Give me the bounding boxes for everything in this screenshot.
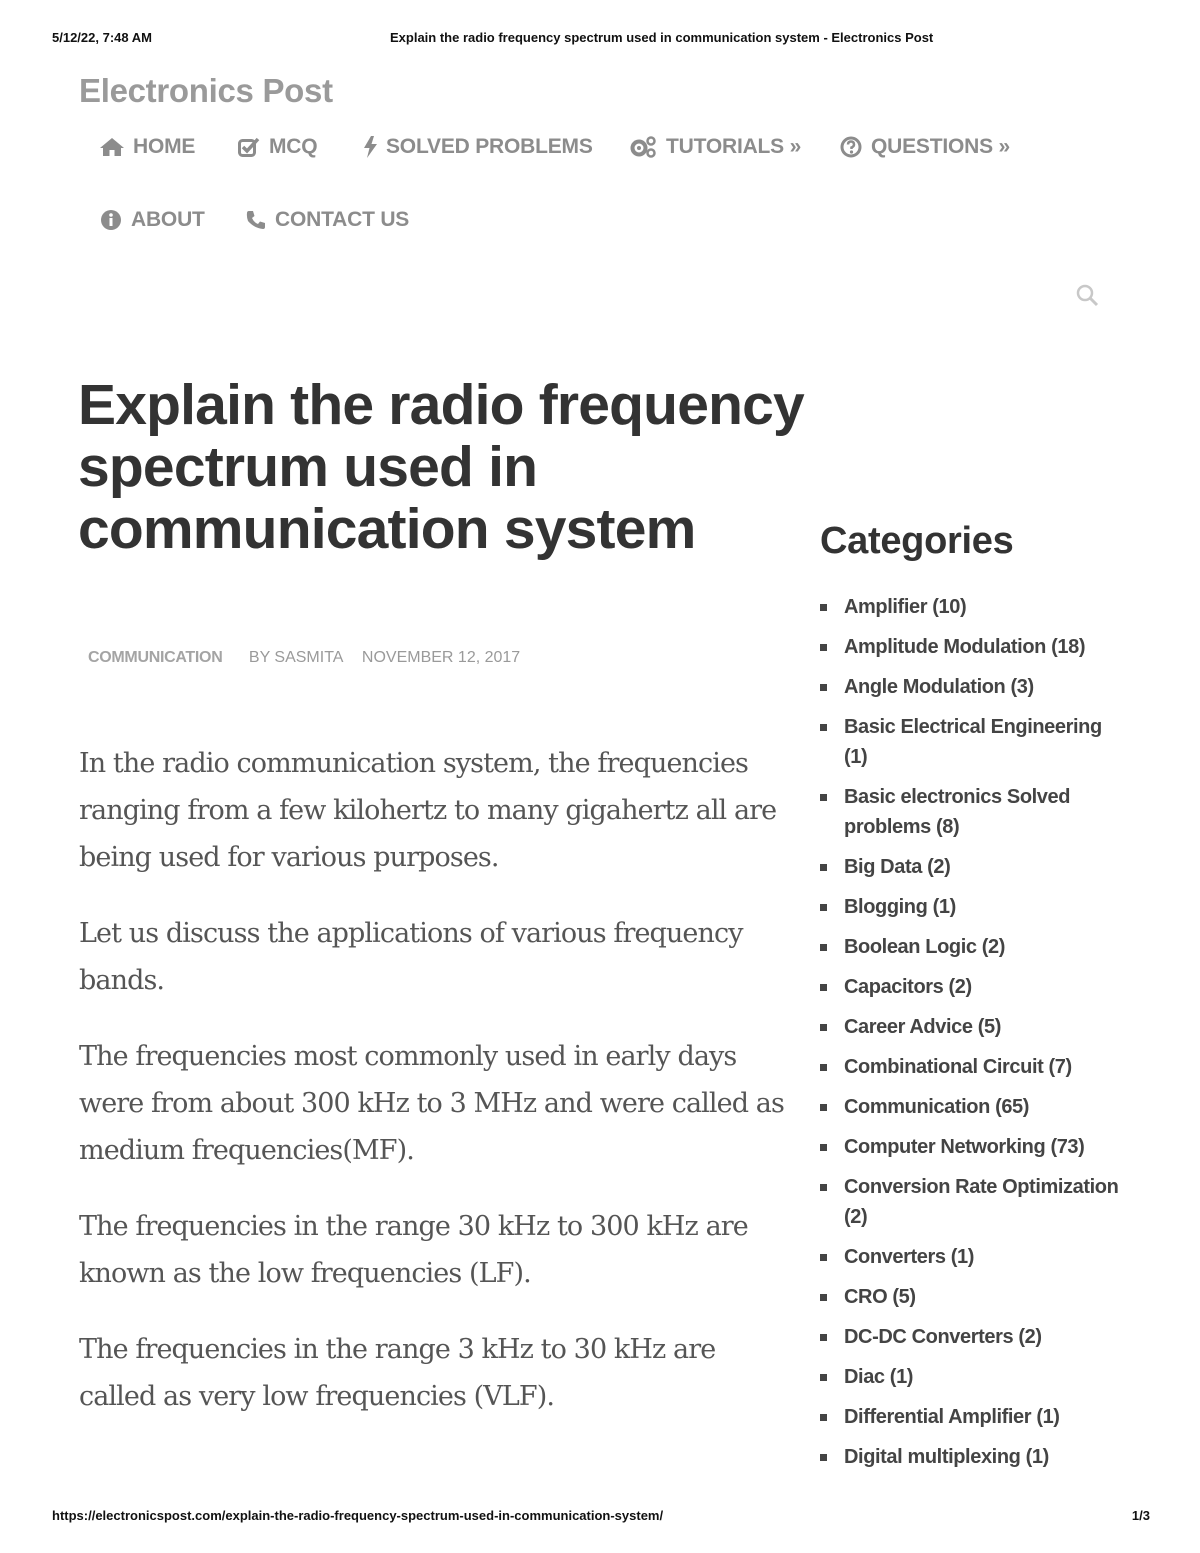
nav-questions-label: QUESTIONS »: [871, 135, 1010, 158]
category-item[interactable]: Blogging (1): [820, 892, 1130, 922]
nav-solved-label: SOLVED PROBLEMS: [386, 135, 593, 158]
author-label: BY SASMITA: [248, 649, 344, 666]
site-title-link[interactable]: Electronics Post: [79, 72, 333, 109]
article-title: Explain the radio frequency spectrum used in communication system: [78, 373, 804, 561]
category-item[interactable]: Boolean Logic (2): [820, 932, 1130, 962]
lightning-bolt-icon: [364, 136, 377, 158]
category-item[interactable]: Combinational Circuit (7): [820, 1052, 1130, 1082]
article-paragraph: The frequencies in the range 3 kHz to 30 kHz are called as very low frequencies (VLF).: [79, 1334, 716, 1412]
category-item[interactable]: CRO (5): [820, 1282, 1130, 1312]
nav-mcq-label: MCQ: [269, 135, 318, 158]
category-item[interactable]: Communication (65): [820, 1092, 1130, 1122]
category-item[interactable]: Computer Networking (73): [820, 1132, 1130, 1162]
print-url: https://electronicspost.com/explain-the-radio-frequency-spectrum-used-in-communication-system/: [52, 1508, 664, 1523]
category-item[interactable]: Career Advice (5): [820, 1012, 1130, 1042]
category-item[interactable]: DC-DC Converters (2): [820, 1322, 1130, 1352]
article-paragraph: In the radio communication system, the frequencies ranging from a few kilohertz to many gigahertz all are being used for various purposes.: [79, 748, 777, 873]
home-icon: [100, 138, 124, 156]
category-item[interactable]: Digital multiplexing (1): [820, 1442, 1130, 1472]
category-item[interactable]: Big Data (2): [820, 852, 1130, 882]
category-item[interactable]: Amplitude Modulation (18): [820, 632, 1130, 662]
article-meta: [88, 649, 520, 667]
category-item[interactable]: Angle Modulation (3): [820, 672, 1130, 702]
nav-questions[interactable]: [840, 135, 1010, 159]
category-item[interactable]: Amplifier (10): [820, 592, 1130, 622]
category-item[interactable]: Differential Amplifier (1): [820, 1402, 1130, 1432]
nav-tutorials[interactable]: [629, 135, 801, 159]
print-footer: [52, 1508, 1150, 1526]
nav-mcq[interactable]: [238, 135, 317, 159]
print-header: [52, 30, 1148, 48]
nav-home-label: HOME: [133, 135, 196, 158]
categories-heading: Categories: [820, 520, 1014, 562]
nav-solved-problems[interactable]: [364, 135, 593, 159]
article-paragraph: Let us discuss the applications of various frequency bands.: [79, 918, 743, 996]
category-item[interactable]: Capacitors (2): [820, 972, 1130, 1002]
info-circle-icon: [100, 209, 122, 231]
category-item[interactable]: Basic Electrical Engineering (1): [820, 712, 1130, 772]
nav-home[interactable]: [100, 135, 195, 159]
article-paragraph: The frequencies most commonly used in early days were from about 300 kHz to 3 MHz and were called as medium frequencies(MF).: [79, 1041, 784, 1166]
nav-about-label: ABOUT: [131, 208, 205, 231]
nav-about[interactable]: [100, 208, 205, 232]
category-item[interactable]: Diac (1): [820, 1362, 1130, 1392]
phone-icon: [246, 210, 266, 230]
publish-date: NOVEMBER 12, 2017: [361, 649, 521, 666]
article-body: [79, 740, 794, 1449]
search-icon[interactable]: [1075, 283, 1099, 307]
question-circle-icon: [840, 136, 862, 158]
print-page-number: 1/3: [1131, 1508, 1150, 1523]
category-item[interactable]: Conversion Rate Optimization (2): [820, 1172, 1130, 1232]
nav-contact-us[interactable]: [246, 208, 409, 232]
category-list: [820, 592, 1130, 1482]
cogs-icon: [629, 136, 657, 158]
article-paragraph: The frequencies in the range 30 kHz to 300 kHz are known as the low frequencies (LF).: [79, 1211, 748, 1289]
nav-contact-label: CONTACT US: [275, 208, 410, 231]
category-link[interactable]: COMMUNICATION: [88, 649, 223, 666]
category-item[interactable]: Converters (1): [820, 1242, 1130, 1272]
check-square-icon: [238, 137, 260, 157]
category-item[interactable]: Basic electronics Solved problems (8): [820, 782, 1130, 842]
print-date: 5/12/22, 7:48 AM: [52, 30, 152, 45]
nav-tutorials-label: TUTORIALS »: [666, 135, 802, 158]
print-doc-title: Explain the radio frequency spectrum used in communication system - Electronics Post: [390, 30, 934, 45]
